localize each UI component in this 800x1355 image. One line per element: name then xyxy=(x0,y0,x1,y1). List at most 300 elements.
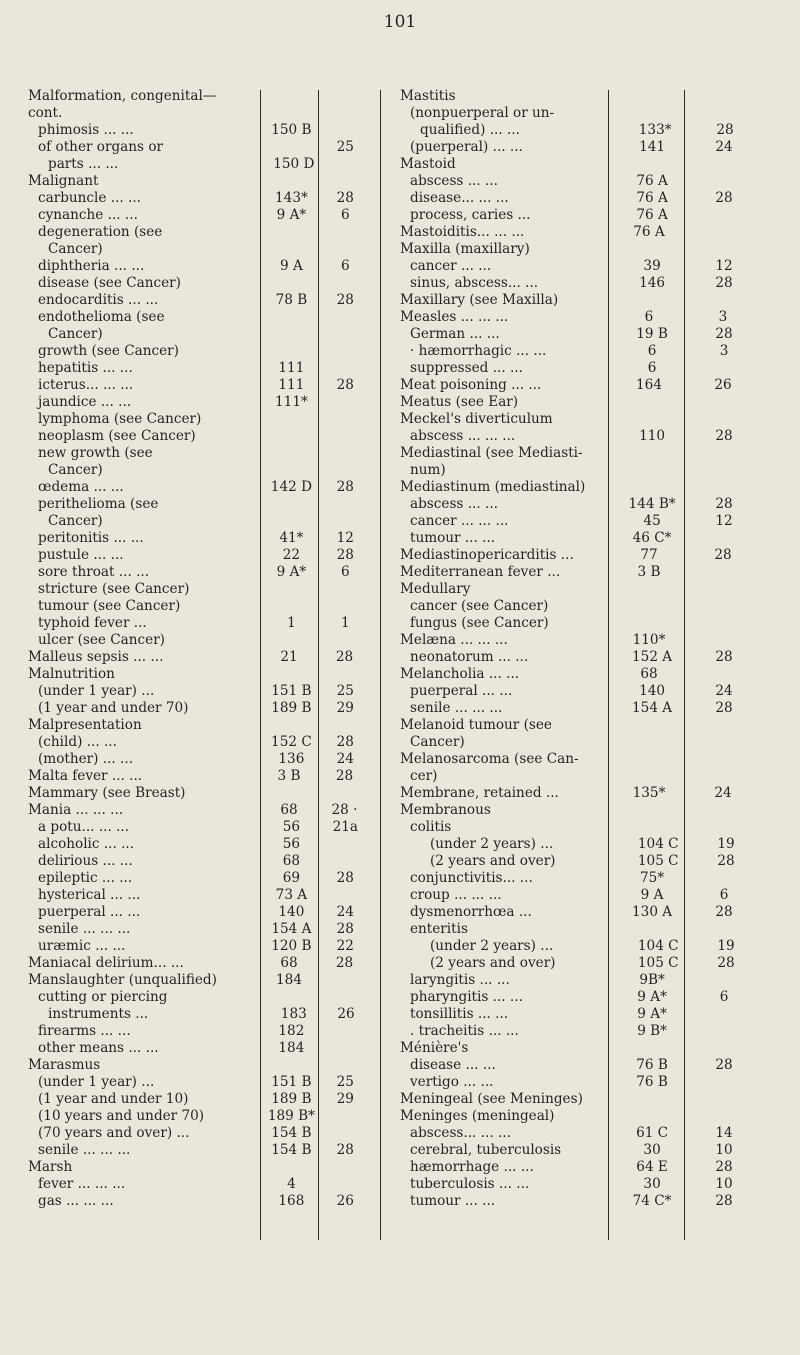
entry-class-number xyxy=(686,1091,760,1108)
entry-term: neoplasm (see Cancer) xyxy=(38,428,196,444)
entry-term: epileptic ... ... xyxy=(38,870,133,886)
entry-code: 68 xyxy=(282,853,301,869)
entry-code: 144 B* xyxy=(628,496,676,512)
entry-class-number: 28 xyxy=(335,955,354,971)
entry-class-number xyxy=(320,887,371,904)
entry-code: 105 C xyxy=(637,955,679,971)
entry-class-number: 28 xyxy=(715,275,733,291)
index-entry xyxy=(28,700,371,717)
entry-code: 4 xyxy=(287,1176,296,1192)
index-entry xyxy=(28,955,371,972)
index-entry xyxy=(28,1040,371,1057)
entry-class-number: 10 xyxy=(715,1176,733,1192)
index-entry xyxy=(400,105,760,122)
index-entry xyxy=(28,615,371,632)
index-entry xyxy=(400,377,760,394)
entry-code xyxy=(612,445,686,462)
index-entry xyxy=(400,598,760,615)
entry-class-number xyxy=(318,1159,371,1176)
entry-class-number: 21a xyxy=(332,819,358,835)
index-entry xyxy=(400,989,760,1006)
entry-class-number xyxy=(321,513,371,530)
index-entry xyxy=(400,411,760,428)
entry-class-number: 28 xyxy=(715,428,733,444)
entry-code xyxy=(260,1057,318,1074)
entry-code xyxy=(266,326,321,343)
entry-code: 56 xyxy=(282,836,301,852)
entry-term: Measles ... ... ... xyxy=(400,309,509,325)
index-entry xyxy=(28,207,371,224)
index-entry xyxy=(28,326,371,343)
entry-code: 151 B xyxy=(271,683,312,699)
entry-class-number xyxy=(320,1108,371,1125)
entry-code: 3 B xyxy=(277,768,301,784)
entry-term: Maxillary (see Maxilla) xyxy=(400,292,559,308)
index-entry xyxy=(400,343,760,360)
index-entry xyxy=(400,802,760,819)
index-entry xyxy=(28,972,371,989)
entry-class-number xyxy=(688,1023,760,1040)
entry-term: lymphoma (see Cancer) xyxy=(38,411,202,427)
entry-class-number xyxy=(318,1057,371,1074)
entry-term: · hæmorrhagic ... ... xyxy=(410,343,547,359)
index-entry xyxy=(400,224,760,241)
entry-class-number: 19 xyxy=(717,836,735,852)
entry-term: Membranous xyxy=(400,802,491,818)
entry-class-number: 28 xyxy=(336,870,354,886)
entry-term: (under 2 years) ... xyxy=(430,836,554,852)
index-entry xyxy=(28,156,371,173)
entry-code xyxy=(263,224,319,241)
index-entry xyxy=(400,139,760,156)
entry-class-number: 3 xyxy=(718,309,728,325)
entry-class-number xyxy=(686,802,760,819)
entry-term: endocarditis ... ... xyxy=(38,292,159,308)
entry-code xyxy=(616,598,688,615)
entry-code xyxy=(263,598,319,615)
index-entry xyxy=(28,275,371,292)
entry-class-number: 28 xyxy=(715,496,733,512)
index-entry xyxy=(400,870,760,887)
entry-code xyxy=(263,411,319,428)
index-entry xyxy=(400,819,760,836)
entry-code xyxy=(616,105,688,122)
entry-code: 182 xyxy=(278,1023,305,1039)
entry-class-number xyxy=(321,326,371,343)
entry-class-number xyxy=(686,564,760,581)
entry-term: Meninges (meningeal) xyxy=(400,1108,555,1124)
entry-code xyxy=(266,462,321,479)
entry-term: Mediterranean fever ... xyxy=(400,564,561,580)
index-entry xyxy=(28,496,371,513)
entry-code xyxy=(616,921,688,938)
entry-code: 73 A xyxy=(275,887,308,903)
entry-code: 150 D xyxy=(273,156,315,172)
entry-class-number: 29 xyxy=(336,1091,354,1107)
index-entry xyxy=(28,1108,371,1125)
entry-term: ulcer (see Cancer) xyxy=(38,632,165,648)
entry-class-number: 24 xyxy=(715,139,733,155)
entry-class-number: 1 xyxy=(340,615,350,631)
index-entry xyxy=(400,1057,760,1074)
index-entry xyxy=(28,853,371,870)
index-entry xyxy=(28,547,371,564)
index-entry xyxy=(400,615,760,632)
entry-term: abscess ... ... ... xyxy=(410,428,516,444)
entry-code: 104 C xyxy=(637,938,679,954)
index-entry xyxy=(400,1091,760,1108)
entry-term: cer) xyxy=(410,768,438,784)
entry-class-number: 28 xyxy=(714,547,732,563)
index-entry xyxy=(400,581,760,598)
index-entry xyxy=(28,224,371,241)
index-entry xyxy=(400,394,760,411)
entry-code xyxy=(260,173,318,190)
entry-class-number: 28 xyxy=(336,190,354,206)
entry-term: Cancer) xyxy=(48,241,103,257)
entry-term: process, caries ... xyxy=(410,207,531,223)
entry-class-number: 28 · xyxy=(331,802,358,818)
entry-term: hæmorrhage ... ... xyxy=(410,1159,534,1175)
entry-class-number xyxy=(686,224,760,241)
entry-code xyxy=(612,1091,686,1108)
entry-code xyxy=(260,105,318,122)
entry-term: (nonpuerperal or un- xyxy=(410,105,555,121)
entry-term: (2 years and over) xyxy=(430,853,556,869)
entry-code: 104 C xyxy=(637,836,679,852)
index-entry xyxy=(400,122,760,139)
index-entry xyxy=(28,1193,371,1210)
index-entry xyxy=(400,887,760,904)
index-entry xyxy=(400,190,760,207)
entry-term: Meckel's diverticulum xyxy=(400,411,553,427)
entry-term: new growth (see xyxy=(38,445,153,461)
entry-class-number xyxy=(320,496,371,513)
entry-code xyxy=(260,88,318,105)
entry-code: 184 xyxy=(276,972,302,988)
entry-term: Malnutrition xyxy=(28,666,115,682)
index-entry xyxy=(400,632,760,649)
entry-code xyxy=(263,632,319,649)
entry-code: 140 xyxy=(639,683,666,699)
entry-class-number xyxy=(686,581,760,598)
entry-term: Maniacal delirium... ... xyxy=(28,955,184,971)
entry-code xyxy=(612,1040,686,1057)
entry-code xyxy=(616,819,688,836)
entry-term: (2 years and over) xyxy=(430,955,556,971)
entry-code: 76 B xyxy=(636,1074,668,1090)
index-entry xyxy=(400,1159,760,1176)
entry-class-number xyxy=(320,1125,371,1142)
entry-code: 46 C* xyxy=(632,530,672,546)
index-entry xyxy=(28,292,371,309)
entry-term: (70 years and over) ... xyxy=(38,1125,190,1141)
entry-term: disease... ... ... xyxy=(410,190,509,206)
entry-term: senile ... ... ... xyxy=(38,921,131,937)
index-entry xyxy=(28,1023,371,1040)
entry-term: Malleus sepsis ... ... xyxy=(28,649,164,665)
entry-code: 6 xyxy=(647,360,657,376)
entry-class-number xyxy=(320,836,371,853)
entry-class-number: 28 xyxy=(336,292,354,308)
entry-term: phimosis ... ... xyxy=(38,122,134,138)
entry-class-number xyxy=(686,241,760,258)
entry-class-number xyxy=(320,343,371,360)
entry-term: tonsillitis ... ... xyxy=(410,1006,509,1022)
entry-term: qualified) ... ... xyxy=(420,122,520,138)
index-entry xyxy=(400,258,760,275)
entry-class-number xyxy=(688,1074,760,1091)
entry-code: 76 A xyxy=(633,224,665,240)
entry-term: pharyngitis ... ... xyxy=(410,989,523,1005)
entry-term: carbuncle ... ... xyxy=(38,190,142,206)
entry-class-number xyxy=(686,88,760,105)
entry-code: 21 xyxy=(280,649,298,665)
entry-term: cutting or piercing xyxy=(38,989,168,1005)
entry-term: icterus... ... ... xyxy=(38,377,134,393)
entry-code: 41* xyxy=(279,530,304,546)
entry-code: 76 A xyxy=(636,190,668,206)
entry-term: fungus (see Cancer) xyxy=(410,615,549,631)
entry-term: diphtheria ... ... xyxy=(38,258,145,274)
entry-class-number xyxy=(688,1006,760,1023)
entry-class-number xyxy=(320,1176,371,1193)
entry-term: . tracheitis ... ... xyxy=(410,1023,519,1039)
entry-term: enteritis xyxy=(410,921,468,937)
entry-term: delirious ... ... xyxy=(38,853,133,869)
entry-code xyxy=(612,88,686,105)
index-entry xyxy=(400,326,760,343)
index-entry xyxy=(28,989,371,1006)
index-entry xyxy=(400,972,760,989)
entry-term: (1 year and under 70) xyxy=(38,700,189,716)
entry-code: 69 xyxy=(282,870,301,886)
index-entry xyxy=(28,870,371,887)
entry-code: 64 E xyxy=(636,1159,668,1175)
entry-term: abscess ... ... xyxy=(410,496,498,512)
index-entry xyxy=(400,462,760,479)
entry-class-number: 12 xyxy=(715,513,733,529)
index-entry xyxy=(28,428,371,445)
index-entry xyxy=(28,479,371,496)
entry-class-number: 6 xyxy=(340,258,350,274)
entry-code: 110 xyxy=(639,428,666,444)
entry-class-number xyxy=(320,581,371,598)
entry-term: parts ... ... xyxy=(48,156,119,172)
entry-term: stricture (see Cancer) xyxy=(38,581,190,597)
entry-code xyxy=(616,462,688,479)
entry-class-number xyxy=(318,666,371,683)
entry-class-number: 26 xyxy=(714,377,732,393)
page-number: 101 xyxy=(383,12,417,32)
entry-code: 9 A* xyxy=(637,1006,667,1022)
index-entry xyxy=(400,700,760,717)
entry-code xyxy=(612,479,686,496)
entry-class-number: 24 xyxy=(336,751,354,767)
index-entry xyxy=(400,853,760,870)
entry-code: 76 A xyxy=(636,173,668,189)
index-entry xyxy=(28,904,371,921)
index-entry xyxy=(400,513,760,530)
index-entry xyxy=(400,530,760,547)
entry-code: 56 xyxy=(282,819,301,835)
entry-class-number xyxy=(320,1023,371,1040)
entry-class-number xyxy=(318,88,371,105)
index-entry xyxy=(400,1142,760,1159)
entry-term: peritheliomа (see xyxy=(38,496,159,512)
entry-code xyxy=(612,1108,686,1125)
index-entry xyxy=(28,564,371,581)
entry-term: growth (see Cancer) xyxy=(38,343,179,359)
entry-term: instruments ... xyxy=(48,1006,149,1022)
entry-class-number xyxy=(686,632,760,649)
index-entry xyxy=(400,649,760,666)
entry-code xyxy=(263,496,319,513)
entry-code: 9B* xyxy=(639,972,665,988)
index-entry xyxy=(28,394,371,411)
entry-class-number: 28 xyxy=(715,1159,733,1175)
index-entry xyxy=(400,88,760,105)
entry-term: tumour (see Cancer) xyxy=(38,598,181,614)
entry-class-number xyxy=(320,275,371,292)
entry-term: Manslaughter (unqualified) xyxy=(28,972,217,988)
entry-term: tumour ... ... xyxy=(410,530,496,546)
entry-term: Mastitis xyxy=(400,88,456,104)
index-entry xyxy=(400,1176,760,1193)
entry-term: (under 1 year) ... xyxy=(38,1074,155,1090)
index-entry xyxy=(28,411,371,428)
index-entry xyxy=(28,717,371,734)
entry-class-number xyxy=(686,717,760,734)
entry-term: Mediastinum (mediastinal) xyxy=(400,479,586,495)
entry-term: Mammary (see Breast) xyxy=(28,785,186,801)
entry-code: 6 xyxy=(644,309,654,325)
index-entry xyxy=(28,632,371,649)
index-column-right xyxy=(400,88,760,1210)
index-column-left xyxy=(28,88,371,1210)
entry-class-number: 22 xyxy=(336,938,354,954)
entry-term: pustule ... ... xyxy=(38,547,124,563)
entry-class-number: 28 xyxy=(336,377,354,393)
entry-class-number xyxy=(320,853,371,870)
entry-class-number xyxy=(320,360,371,377)
index-entry xyxy=(400,1193,760,1210)
entry-term: senile ... ... ... xyxy=(410,700,503,716)
index-entry xyxy=(400,445,760,462)
entry-class-number: 28 xyxy=(715,904,733,920)
entry-term: Mania ... ... ... xyxy=(28,802,124,818)
entry-term: Cancer) xyxy=(410,734,465,750)
index-entry xyxy=(400,1074,760,1091)
entry-class-number xyxy=(320,411,371,428)
index-entry xyxy=(28,751,371,768)
entry-class-number: 26 xyxy=(336,1193,354,1209)
entry-code xyxy=(263,343,319,360)
index-entry xyxy=(28,921,371,938)
entry-term: (puerperal) ... ... xyxy=(410,139,523,155)
entry-code: 142 D xyxy=(270,479,312,495)
entry-code xyxy=(263,275,319,292)
entry-term: suppressed ... ... xyxy=(410,360,523,376)
index-entry xyxy=(400,156,760,173)
entry-code: 76 A xyxy=(636,207,668,223)
entry-class-number xyxy=(688,105,760,122)
entry-code: 74 C* xyxy=(632,1193,672,1209)
entry-code: 9 A* xyxy=(637,989,667,1005)
index-entry xyxy=(28,1142,371,1159)
entry-code xyxy=(612,241,686,258)
entry-class-number xyxy=(686,751,760,768)
entry-code xyxy=(612,394,686,411)
entry-term: hysterical ... ... xyxy=(38,887,141,903)
index-entry xyxy=(400,241,760,258)
entry-code: 6 xyxy=(647,343,657,359)
index-entry xyxy=(28,734,371,751)
entry-term: a potu... ... ... xyxy=(38,819,130,835)
entry-code: 76 B xyxy=(636,1057,668,1073)
entry-term: cynanche ... ... xyxy=(38,207,138,223)
index-entry xyxy=(28,139,371,156)
entry-code: 183 xyxy=(280,1006,307,1022)
entry-term: tuberculosis ... ... xyxy=(410,1176,530,1192)
index-entry xyxy=(28,122,371,139)
entry-code: 77 xyxy=(640,547,658,563)
entry-code xyxy=(260,1159,318,1176)
index-entry xyxy=(28,938,371,955)
entry-code: 154 B xyxy=(271,1142,312,1158)
entry-class-number: 28 xyxy=(335,649,354,665)
entry-class-number: 3 xyxy=(719,343,729,359)
entry-class-number: 28 xyxy=(336,1142,354,1158)
index-entry xyxy=(28,1074,371,1091)
entry-class-number: 29 xyxy=(336,700,354,716)
entry-class-number xyxy=(321,241,371,258)
entry-class-number: 24 xyxy=(336,904,354,920)
entry-class-number xyxy=(320,309,371,326)
entry-code: 19 B xyxy=(636,326,668,342)
entry-class-number xyxy=(320,632,371,649)
entry-term: other means ... ... xyxy=(38,1040,159,1056)
entry-code xyxy=(263,309,319,326)
entry-class-number: 26 xyxy=(337,1006,355,1022)
index-entry xyxy=(28,190,371,207)
index-entry xyxy=(400,292,760,309)
entry-code: 141 xyxy=(639,139,666,155)
entry-class-number: 28 xyxy=(336,479,354,495)
entry-code xyxy=(612,802,686,819)
index-entry xyxy=(28,173,371,190)
column-rule xyxy=(380,90,381,1240)
entry-class-number: 28 xyxy=(716,122,734,138)
entry-class-number xyxy=(686,1108,760,1125)
index-entry xyxy=(28,1159,371,1176)
entry-class-number: 28 xyxy=(717,955,735,971)
entry-code: 75* xyxy=(640,870,665,886)
entry-code xyxy=(263,581,319,598)
entry-term: vertigo ... ... xyxy=(410,1074,494,1090)
entry-class-number: 24 xyxy=(715,683,733,699)
entry-code: 150 B xyxy=(271,122,312,138)
index-entry xyxy=(400,921,760,938)
entry-class-number xyxy=(686,479,760,496)
entry-term: tumour ... ... xyxy=(410,1193,496,1209)
entry-code xyxy=(612,717,686,734)
entry-class-number: 25 xyxy=(336,139,354,155)
entry-class-number xyxy=(686,445,760,462)
entry-term: Mediastinopericarditis ... xyxy=(400,547,574,563)
entry-code: 9 A* xyxy=(276,564,307,580)
index-entry xyxy=(400,717,760,734)
